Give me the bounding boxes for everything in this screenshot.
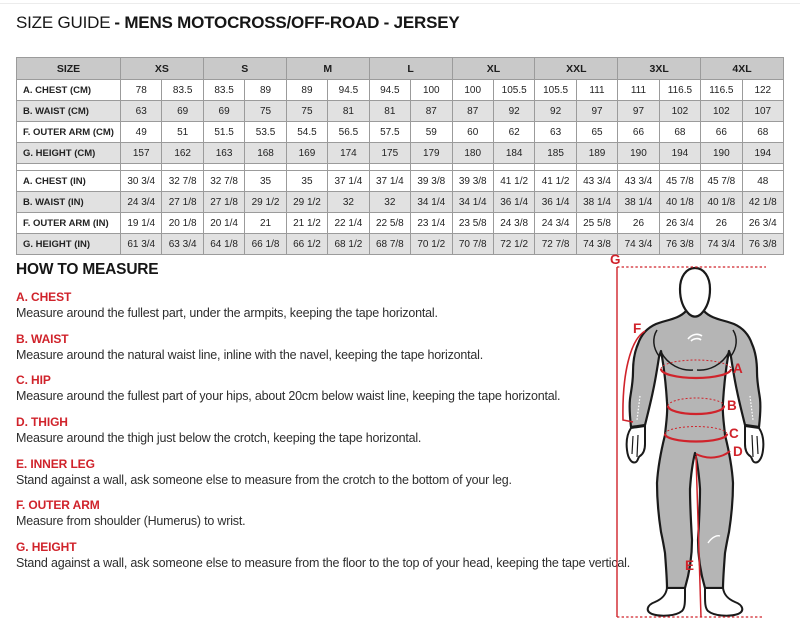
measure-section: [16, 457, 602, 489]
table-cell: 30 3/4: [121, 171, 162, 192]
table-cell: 26 3/4: [742, 213, 783, 234]
table-cell: 111: [618, 80, 659, 101]
table-cell: 43 3/4: [618, 171, 659, 192]
table-cell: 39 3/8: [452, 171, 493, 192]
measure-section-label: E. INNER LEG: [16, 456, 95, 471]
table-cell: 97: [576, 101, 617, 122]
row-label: G. HEIGHT (IN): [17, 234, 121, 255]
spacer-cell: [535, 164, 576, 171]
table-cell: 35: [245, 171, 286, 192]
table-cell: 38 1/4: [618, 192, 659, 213]
table-cell: 24 3/4: [121, 192, 162, 213]
table-cell: 189: [576, 143, 617, 164]
table-cell: 105.5: [493, 80, 534, 101]
row-label: F. OUTER ARM (IN): [17, 213, 121, 234]
table-cell: 70 7/8: [452, 234, 493, 255]
table-cell: 29 1/2: [286, 192, 327, 213]
size-column-header: S: [203, 58, 286, 80]
table-row: [17, 171, 784, 192]
right-hand: [745, 426, 763, 462]
table-cell: 51.5: [203, 122, 244, 143]
table-cell: 29 1/2: [245, 192, 286, 213]
table-cell: 69: [203, 101, 244, 122]
table-cell: 100: [411, 80, 452, 101]
table-row: [17, 122, 784, 143]
table-cell: 49: [121, 122, 162, 143]
page-title-main: - MENS MOTOCROSS/OFF-ROAD - JERSEY: [114, 13, 460, 32]
row-label: A. CHEST (CM): [17, 80, 121, 101]
table-cell: 59: [411, 122, 452, 143]
table-cell: 54.5: [286, 122, 327, 143]
table-cell: 111: [576, 80, 617, 101]
diagram-label-b: B: [727, 398, 737, 413]
row-label: A. CHEST (IN): [17, 171, 121, 192]
table-cell: 163: [203, 143, 244, 164]
row-label: G. HEIGHT (CM): [17, 143, 121, 164]
table-cell: 63: [535, 122, 576, 143]
measure-section: [16, 539, 630, 572]
left-foot: [648, 588, 685, 616]
right-foot: [705, 588, 742, 616]
table-cell: 74 3/8: [576, 234, 617, 255]
table-cell: 122: [742, 80, 783, 101]
table-cell: 107: [742, 101, 783, 122]
table-cell: 78: [121, 80, 162, 101]
how-to-measure-heading: HOW TO MEASURE: [16, 261, 159, 278]
size-column-header: XS: [121, 58, 204, 80]
table-cell: 190: [618, 143, 659, 164]
measure-section-label: B. WAIST: [16, 331, 69, 346]
table-header-row: [17, 58, 784, 80]
table-cell: 168: [245, 143, 286, 164]
table-cell: 20 1/4: [203, 213, 244, 234]
spacer-cell: [245, 164, 286, 171]
table-cell: 27 1/8: [203, 192, 244, 213]
table-cell: 45 7/8: [701, 171, 742, 192]
table-cell: 66: [701, 122, 742, 143]
table-cell: 42 1/8: [742, 192, 783, 213]
table-cell: 76 3/8: [742, 234, 783, 255]
measure-section: [16, 332, 602, 364]
table-cell: 66 1/2: [286, 234, 327, 255]
table-cell: 83.5: [203, 80, 244, 101]
spacer-cell: [369, 164, 410, 171]
diagram-label-a: A: [733, 361, 743, 376]
table-cell: 22 1/4: [328, 213, 369, 234]
spacer-cell: [618, 164, 659, 171]
table-cell: 32: [369, 192, 410, 213]
table-cell: 66 1/8: [245, 234, 286, 255]
table-cell: 89: [286, 80, 327, 101]
table-cell: 72 1/2: [493, 234, 534, 255]
table-cell: 53.5: [245, 122, 286, 143]
measure-section-text: Measure from shoulder (Humerus) to wrist.: [16, 514, 246, 529]
top-divider: [0, 3, 800, 4]
spacer-cell: [576, 164, 617, 171]
measure-section-label: G. HEIGHT: [16, 539, 77, 554]
table-row: [17, 143, 784, 164]
table-cell: 20 1/8: [162, 213, 203, 234]
page-title: [16, 13, 460, 33]
table-cell: 75: [245, 101, 286, 122]
table-cell: 194: [659, 143, 700, 164]
measure-section-text: Measure around the fullest part of your hips, about 20cm below waist line, keeping the tape horizontal.: [16, 389, 561, 404]
measure-section-text: Measure around the thigh just below the crotch, keeping the tape horizontal.: [16, 430, 422, 445]
spacer-cell: [701, 164, 742, 171]
table-cell: 41 1/2: [535, 171, 576, 192]
table-cell: 87: [411, 101, 452, 122]
measure-section-text: Stand against a wall, ask someone else to measure from the crotch to the bottom of your leg.: [16, 472, 512, 487]
table-cell: 74 3/4: [618, 234, 659, 255]
table-cell: 74 3/4: [701, 234, 742, 255]
table-cell: 60: [452, 122, 493, 143]
table-cell: 180: [452, 143, 493, 164]
table-cell: 69: [162, 101, 203, 122]
spacer-cell: [121, 164, 162, 171]
table-cell: 68 1/2: [328, 234, 369, 255]
table-cell: 62: [493, 122, 534, 143]
table-cell: 32 7/8: [162, 171, 203, 192]
how-to-measure-section: [16, 261, 630, 581]
spacer-cell: [452, 164, 493, 171]
measure-section-label: D. THIGH: [16, 414, 68, 429]
diagram-label-e: E: [685, 558, 695, 573]
table-row: [17, 101, 784, 122]
measure-section: [16, 415, 602, 447]
table-cell: 27 1/8: [162, 192, 203, 213]
table-cell: 105.5: [535, 80, 576, 101]
table-cell: 162: [162, 143, 203, 164]
spacer-cell: [742, 164, 783, 171]
size-column-header: 4XL: [701, 58, 784, 80]
table-cell: 19 1/4: [121, 213, 162, 234]
table-cell: 26: [618, 213, 659, 234]
table-cell: 51: [162, 122, 203, 143]
table-cell: 68: [742, 122, 783, 143]
spacer-cell: [659, 164, 700, 171]
table-cell: 21 1/2: [286, 213, 327, 234]
table-cell: 87: [452, 101, 493, 122]
spacer-cell: [286, 164, 327, 171]
measure-section: [16, 290, 602, 322]
diagram-label-c: C: [729, 426, 739, 441]
table-cell: 36 1/4: [535, 192, 576, 213]
table-cell: 37 1/4: [328, 171, 369, 192]
table-cell: 37 1/4: [369, 171, 410, 192]
table-cell: 92: [493, 101, 534, 122]
spacer-cell: [411, 164, 452, 171]
table-cell: 76 3/8: [659, 234, 700, 255]
table-row: [17, 213, 784, 234]
spacer-cell: [203, 164, 244, 171]
measure-section: [16, 498, 602, 530]
table-cell: 83.5: [162, 80, 203, 101]
table-cell: 26 3/4: [659, 213, 700, 234]
table-cell: 194: [742, 143, 783, 164]
size-corner-header: SIZE: [17, 58, 121, 80]
table-cell: 41 1/2: [493, 171, 534, 192]
table-cell: 174: [328, 143, 369, 164]
spacer-cell: [17, 164, 121, 171]
table-cell: 75: [286, 101, 327, 122]
table-cell: 36 1/4: [493, 192, 534, 213]
table-cell: 48: [742, 171, 783, 192]
body-measurement-diagram: [600, 240, 800, 640]
table-cell: 102: [701, 101, 742, 122]
measure-section-text: Stand against a wall, ask someone else to measure from the floor to the top of your head, keeping the tape vertical.: [16, 555, 630, 570]
table-row: [17, 80, 784, 101]
table-cell: 63 3/4: [162, 234, 203, 255]
table-cell: 40 1/8: [659, 192, 700, 213]
table-cell: 35: [286, 171, 327, 192]
measure-section-text: Measure around the natural waist line, inline with the navel, keeping the tape horizontal.: [16, 347, 484, 362]
table-cell: 38 1/4: [576, 192, 617, 213]
left-hand: [627, 426, 645, 462]
size-column-header: XL: [452, 58, 535, 80]
spacer-cell: [162, 164, 203, 171]
diagram-label-f: F: [633, 321, 642, 336]
table-cell: 43 3/4: [576, 171, 617, 192]
table-cell: 23 5/8: [452, 213, 493, 234]
table-cell: 22 5/8: [369, 213, 410, 234]
measure-section-label: F. OUTER ARM: [16, 498, 100, 513]
row-label: B. WAIST (CM): [17, 101, 121, 122]
row-label: F. OUTER ARM (CM): [17, 122, 121, 143]
table-cell: 24 3/4: [535, 213, 576, 234]
table-cell: 45 7/8: [659, 171, 700, 192]
table-cell: 70 1/2: [411, 234, 452, 255]
table-cell: 57.5: [369, 122, 410, 143]
diagram-label-d: D: [733, 444, 743, 459]
table-cell: 25 5/8: [576, 213, 617, 234]
size-column-header: 3XL: [618, 58, 701, 80]
page-title-prefix: SIZE GUIDE: [16, 13, 111, 32]
table-cell: 81: [328, 101, 369, 122]
table-cell: 185: [535, 143, 576, 164]
table-cell: 81: [369, 101, 410, 122]
table-cell: 68 7/8: [369, 234, 410, 255]
table-cell: 97: [618, 101, 659, 122]
table-cell: 61 3/4: [121, 234, 162, 255]
size-column-header: L: [369, 58, 452, 80]
diagram-label-g: G: [610, 252, 621, 267]
table-cell: 68: [659, 122, 700, 143]
table-cell: 24 3/8: [493, 213, 534, 234]
table-cell: 169: [286, 143, 327, 164]
table-cell: 39 3/8: [411, 171, 452, 192]
table-spacer-row: [17, 164, 784, 171]
spacer-cell: [493, 164, 534, 171]
table-cell: 94.5: [369, 80, 410, 101]
table-cell: 26: [701, 213, 742, 234]
measure-section-label: C. HIP: [16, 373, 51, 388]
table-cell: 100: [452, 80, 493, 101]
table-cell: 21: [245, 213, 286, 234]
size-chart-table: [16, 57, 784, 255]
table-cell: 72 7/8: [535, 234, 576, 255]
table-cell: 32: [328, 192, 369, 213]
table-cell: 175: [369, 143, 410, 164]
table-cell: 32 7/8: [203, 171, 244, 192]
table-cell: 63: [121, 101, 162, 122]
measure-section: [16, 373, 602, 405]
table-cell: 65: [576, 122, 617, 143]
row-label: B. WAIST (IN): [17, 192, 121, 213]
table-cell: 116.5: [701, 80, 742, 101]
table-cell: 184: [493, 143, 534, 164]
table-cell: 157: [121, 143, 162, 164]
table-cell: 190: [701, 143, 742, 164]
table-cell: 34 1/4: [411, 192, 452, 213]
table-cell: 40 1/8: [701, 192, 742, 213]
size-column-header: M: [286, 58, 369, 80]
table-cell: 56.5: [328, 122, 369, 143]
table-cell: 94.5: [328, 80, 369, 101]
table-cell: 102: [659, 101, 700, 122]
table-cell: 23 1/4: [411, 213, 452, 234]
table-row: [17, 192, 784, 213]
size-column-header: XXL: [535, 58, 618, 80]
table-cell: 34 1/4: [452, 192, 493, 213]
table-cell: 66: [618, 122, 659, 143]
measure-section-label: A. CHEST: [16, 290, 72, 304]
spacer-cell: [328, 164, 369, 171]
head: [680, 268, 710, 317]
table-cell: 89: [245, 80, 286, 101]
table-cell: 92: [535, 101, 576, 122]
measure-section-text: Measure around the fullest part, under the armpits, keeping the tape horizontal.: [16, 306, 438, 320]
table-cell: 179: [411, 143, 452, 164]
table-cell: 116.5: [659, 80, 700, 101]
table-cell: 64 1/8: [203, 234, 244, 255]
